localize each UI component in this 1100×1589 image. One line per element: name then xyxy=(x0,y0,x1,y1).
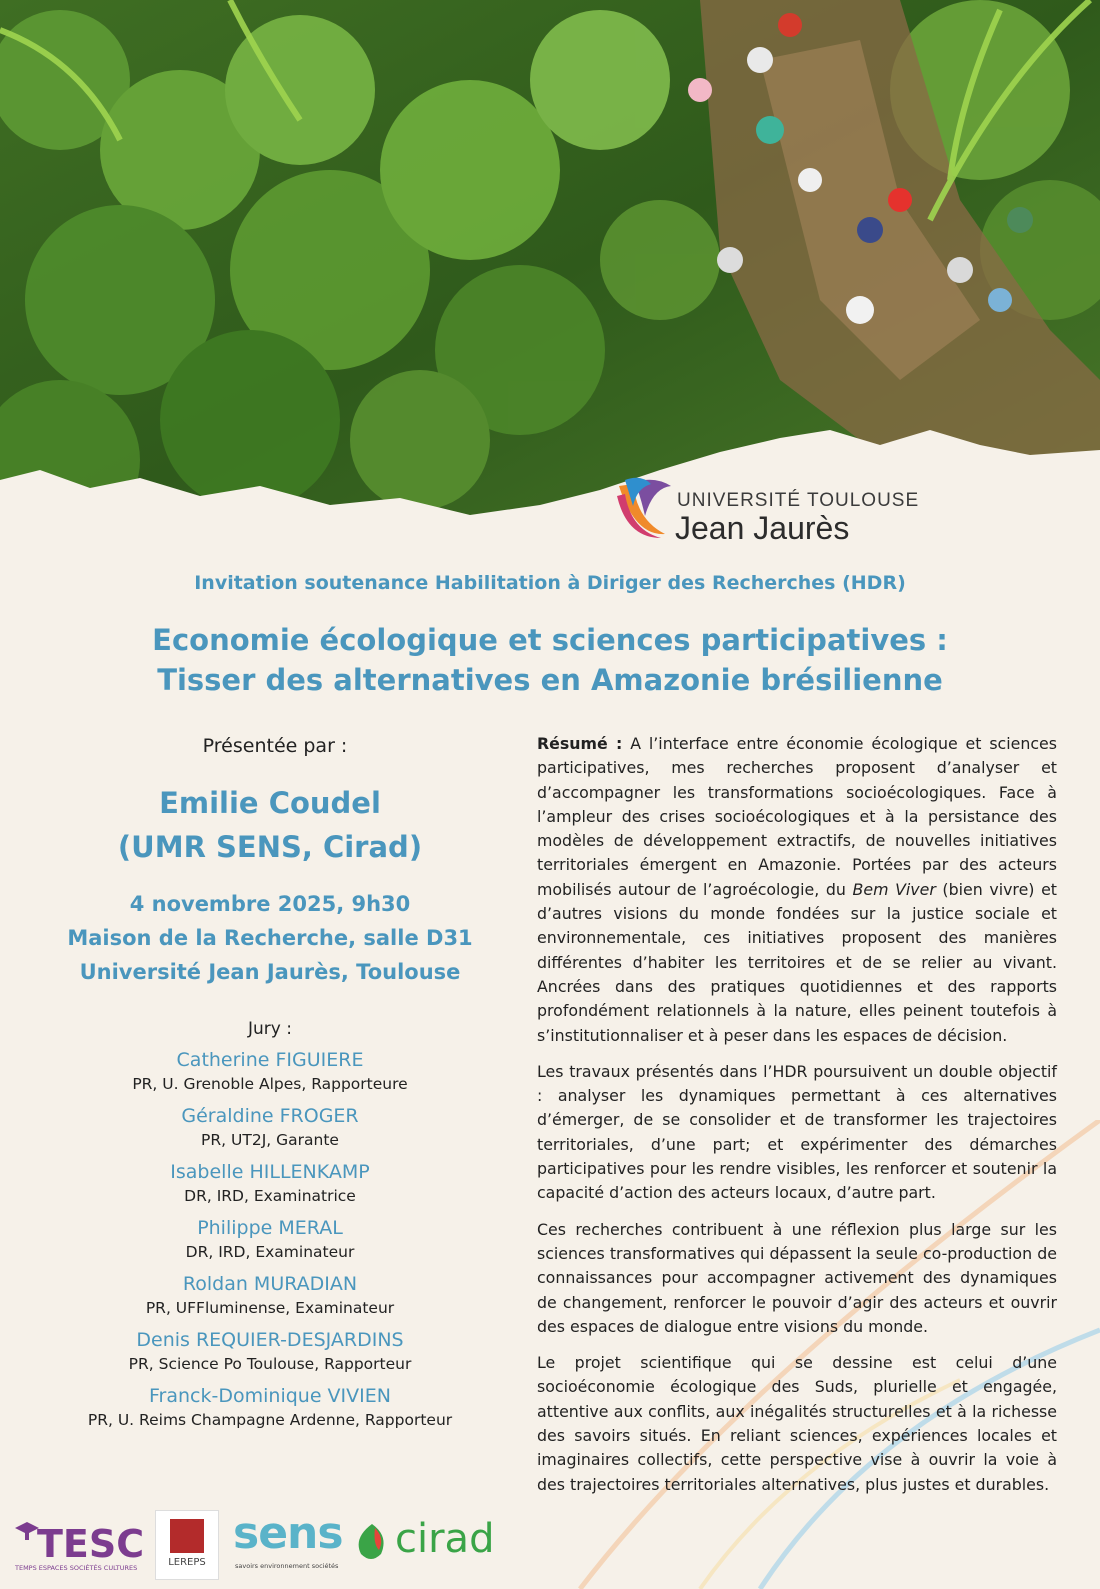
jury-member-name: Catherine FIGUIERE xyxy=(176,1049,364,1071)
jury-member xyxy=(20,1271,520,1319)
university-logo-mark-icon xyxy=(615,476,673,542)
jury-member xyxy=(20,1159,520,1207)
lereps-logo xyxy=(155,1510,219,1580)
abstract-p1-part1: A l’interface entre économie écologique et sciences participatives, mes recherches proposent d’analyser et d’accompagner les transformations socioécologiques. Face à l’ampleur des crises socioécologiques et à la persistance des modèles de développement extractifs, de nouvelles initiatives territoriales émergent en Amazonie. Portées par des acteurs mobilisés autour de l’agroécologie, du xyxy=(537,734,1057,899)
tesc-logo xyxy=(15,1520,145,1576)
abstract-paragraph-4: Le projet scientifique qui se dessine est celui d’une socioéconomie écologique des Suds, plurielle et engagée, attentive aux conflits, aux inégalités structurelles et à la richesse des savoirs situés. En reliant sciences, expériences locales et imaginaires collectifs, cette perspective vise à ouvrir la voie à des trajectoires territoriales alternatives, plus justes et durables. xyxy=(537,1353,1057,1494)
event-institution: Université Jean Jaurès, Toulouse xyxy=(79,960,461,984)
invitation-heading: Invitation soutenance Habilitation à Diriger des Recherches (HDR) xyxy=(194,572,906,594)
jury-member-role: PR, Science Po Toulouse, Rapporteur xyxy=(128,1355,412,1373)
university-name-line2: Jean Jaurès xyxy=(675,510,850,546)
event-details xyxy=(20,887,520,989)
presented-by-label: Présentée par : xyxy=(202,735,348,757)
jury-member xyxy=(20,1327,520,1375)
event-date: 4 novembre 2025, 9h30 xyxy=(129,892,411,916)
jury-member-name: Roldan MURADIAN xyxy=(182,1273,358,1295)
jury-member xyxy=(20,1103,520,1151)
jury-member xyxy=(20,1383,520,1431)
jury-member-name: Isabelle HILLENKAMP xyxy=(170,1161,370,1183)
jury-list xyxy=(20,1047,520,1431)
abstract-label: Résumé : xyxy=(537,734,623,753)
jury-member-role: PR, UT2J, Garante xyxy=(201,1131,339,1149)
abstract-p1-italic: Bem Viver xyxy=(852,879,936,899)
cirad-leaf-icon xyxy=(355,1522,389,1562)
jury-member-role: PR, U. Reims Champagne Ardenne, Rapporteur xyxy=(87,1411,453,1429)
presenter-affiliation: (UMR SENS, Cirad) xyxy=(117,830,423,864)
partner-logos xyxy=(15,1510,515,1580)
jury-member xyxy=(20,1215,520,1263)
sens-logo xyxy=(233,1508,345,1576)
jury-member-role: DR, IRD, Examinateur xyxy=(185,1243,355,1261)
cirad-logo xyxy=(355,1518,505,1574)
abstract-p1-part2: (bien vivre) et d’autres visions du monde fondées sur la justice sociale et environnementale, ces initiatives proposent des manières différentes d’habiter les territoires et de se relier au vivant. Ancrées dans des pratiques quotidiennes et des rapports profondément relationnels à la nature, elles peinent toutefois à s’institutionnaliser et à peser dans les espaces de décision. xyxy=(537,879,1057,1045)
thesis-title-line2: Tisser des alternatives en Amazonie brésilienne xyxy=(157,663,943,697)
jury-member-name: Denis REQUIER-DESJARDINS xyxy=(136,1329,404,1351)
jury-label: Jury : xyxy=(248,1019,292,1039)
tesc-logo-subtitle: TEMPS ESPACES SOCIÉTÉS CULTURES xyxy=(15,1564,138,1572)
abstract-paragraph-3: Ces recherches contribuent à une réflexion plus large sur les sciences transformatives qui dépassent la seule co-production de connaissances pour accompagner activement des dynamiques de changement, renforcer le pouvoir d’agir des acteurs et ouvrir des espaces de dialogue entre visions du monde. xyxy=(537,1219,1057,1336)
jury-member-name: Géraldine FROGER xyxy=(181,1105,359,1127)
presenter-block xyxy=(20,781,520,869)
lereps-mark-icon xyxy=(170,1519,204,1553)
jury-member-role: DR, IRD, Examinatrice xyxy=(184,1187,356,1205)
graduation-cap-icon xyxy=(15,1522,39,1540)
presenter-name: Emilie Coudel xyxy=(159,786,381,820)
presenter-column xyxy=(20,735,520,1439)
lereps-logo-text: LEREPS xyxy=(168,1557,206,1568)
event-place: Maison de la Recherche, salle D31 xyxy=(67,926,473,950)
jury-member xyxy=(20,1047,520,1095)
cirad-logo-text: cirad xyxy=(395,1516,495,1562)
abstract-paragraph-1 xyxy=(537,732,1057,1048)
tesc-logo-text: TESC xyxy=(37,1522,145,1566)
abstract-paragraph-2: Les travaux présentés dans l’HDR poursuivent un double objectif : analyser les dynamiques permettant à ces alternatives d’émerger, de se consolider et de transformer les trajectoires territoriales, d’une part; et expérimenter des démarches participatives pour les rendre visibles, les renforcer et soutenir la capacité d’action des acteurs locaux, d’autre part. xyxy=(537,1061,1057,1203)
jury-member-role: PR, U. Grenoble Alpes, Rapporteure xyxy=(132,1075,408,1093)
university-logo xyxy=(615,470,935,552)
sens-logo-subtitle: savoirs environnement sociétés xyxy=(235,1562,339,1570)
thesis-title-line1: Economie écologique et sciences participatives : xyxy=(152,623,948,657)
hero-forest-photo xyxy=(0,0,1100,560)
sens-logo-text: sens xyxy=(233,1508,343,1559)
thesis-title xyxy=(0,620,1100,700)
abstract-column xyxy=(537,732,1057,1509)
university-name-line1: UNIVERSITÉ TOULOUSE xyxy=(677,490,920,511)
jury-member-name: Philippe MERAL xyxy=(197,1217,343,1239)
jury-member-role: PR, UFFluminense, Examinateur xyxy=(145,1299,395,1317)
jury-member-name: Franck-Dominique VIVIEN xyxy=(149,1385,391,1407)
